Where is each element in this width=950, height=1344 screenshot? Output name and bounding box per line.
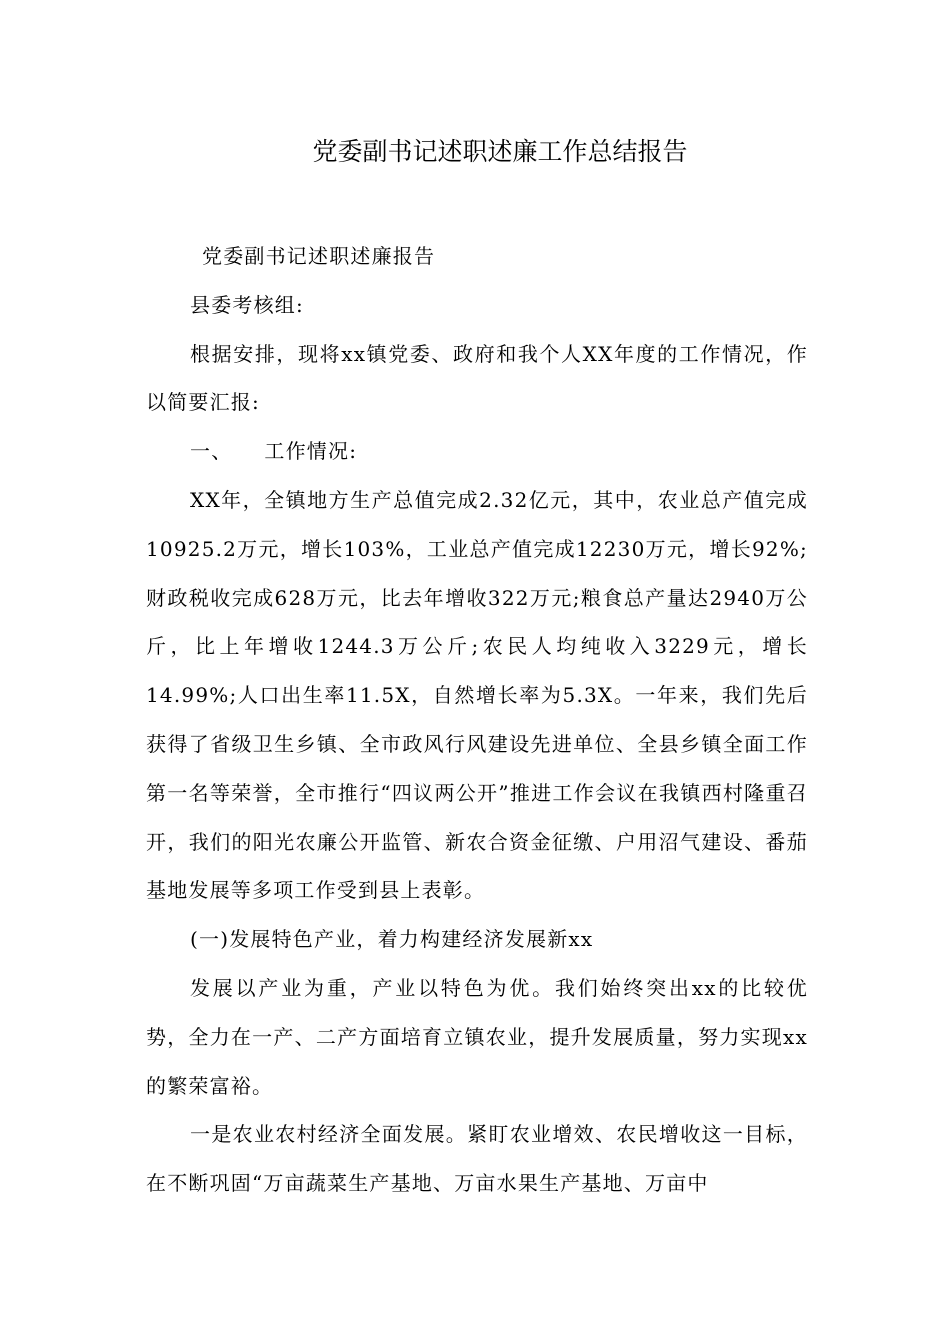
document-body <box>146 232 808 1208</box>
industry-paragraph: 发展以产业为重，产业以特色为优。我们始终突出xx的比较优势，全力在一产、二产方面培育立镇农业，提升发展质量，努力实现xx的繁荣富裕。 <box>146 975 808 1098</box>
section-heading-one <box>146 427 808 476</box>
stats-paragraph: XX年，全镇地方生产总值完成2.32亿元，其中，农业总产值完成10925.2万元，增长103%，工业总产值完成12230万元，增长92%;财政税收完成628万元，比去年增收322万元;粮食总产量达2940万公斤，比上年增收1244.3万公斤;农民人均纯收入3229元，增长14.99%;人口出生率11.5X，自然增长率为5.3X。一年来，我们先后获得了省级卫生乡镇、全市政风行风建设先进单位、全县乡镇全面工作第一名等荣誉，全市推行“四议两公开”推进工作会议在我镇西村隆重召开，我们的阳光农廉公开监管、新农合资金征缴、户用沼气建设、番茄基地发展等多项工作受到县上表彰。 <box>146 487 808 903</box>
section-number: 一、 <box>190 439 233 464</box>
document-title: 党委副书记述职述廉工作总结报告 <box>312 137 688 166</box>
section-title: 工作情况: <box>264 439 358 464</box>
salutation: 县委考核组: <box>190 292 304 317</box>
subsection-heading: (一)发展特色产业，着力构建经济发展新xx <box>190 927 594 952</box>
intro-paragraph: 根据安排，现将xx镇党委、政府和我个人XX年度的工作情况，作以简要汇报: <box>146 341 808 415</box>
report-subtitle: 党委副书记述职述廉报告 <box>202 244 436 268</box>
agriculture-paragraph: 一是农业农村经济全面发展。紧盯农业增效、农民增收这一目标，在不断巩固“万亩蔬菜生产基地、万亩水果生产基地、万亩中 <box>146 1122 808 1196</box>
